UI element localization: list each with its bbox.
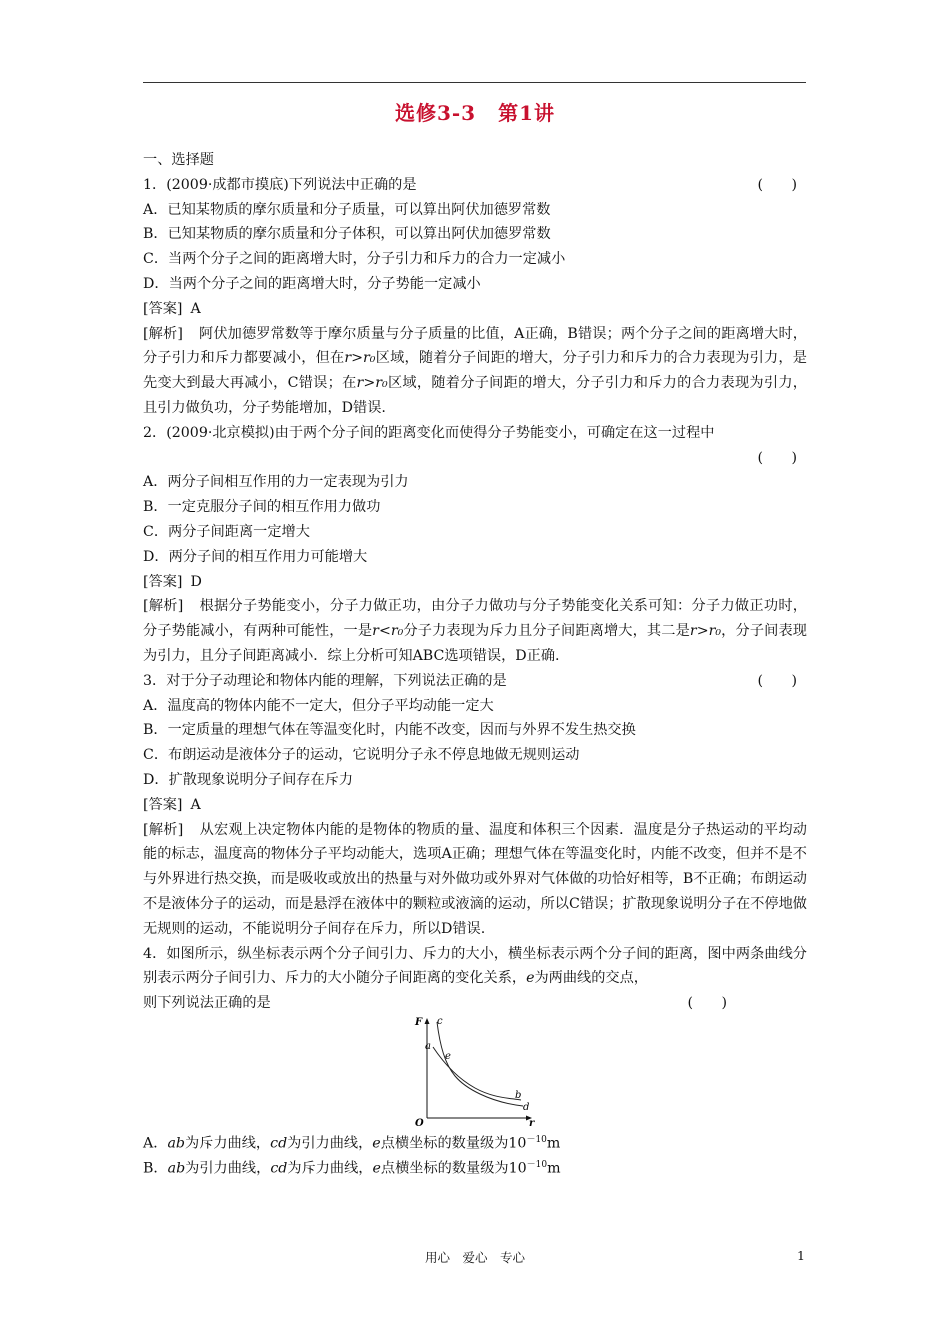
q3-stem-row — [143, 669, 807, 694]
q4-stem-e: e — [526, 970, 535, 987]
q3-answer — [143, 793, 807, 818]
q2-option-a: A．两分子间相互作用的力一定表现为引力 — [143, 474, 409, 491]
label-r: r — [529, 1117, 535, 1128]
page-title — [0, 97, 950, 126]
q2-option-c: C．两分子间距离一定增大 — [143, 523, 310, 540]
q2-analysis-label: [解析] — [143, 598, 184, 615]
q2-answer — [143, 570, 807, 595]
q2-analysis-text-c: ，分子间表现为引力，且分子间距离减小．综上分析可知ABC选项错误，D正确. — [143, 623, 807, 664]
q3-analysis-label: [解析] — [143, 821, 184, 838]
q4-b-prefix: B． — [143, 1160, 168, 1177]
q1-stem-row — [143, 173, 807, 198]
q4-answer-blank: ( ) — [687, 995, 727, 1012]
q3-option-c: C．布朗运动是液体分子的运动，它说明分子永不停息地做无规则运动 — [143, 747, 580, 764]
q4-a-tail: 点横坐标的数量级为10 — [380, 1135, 527, 1152]
q2-analysis-text-b: 分子力表现为斥力且分子间距离增大，其二是 — [403, 623, 690, 640]
q4-stem-text-b: 为两曲线的交点， — [534, 970, 648, 987]
label-c: c — [437, 1015, 443, 1027]
q1-analysis-text-b: 区域，随着分子间距的增大，分子引力和斥力的合力表现为引力，是先变大到最大再减小，C错误；在 — [143, 350, 807, 392]
q1-option-b: B．已知某物质的摩尔质量和分子体积，可以算出阿伏加德罗常数 — [143, 226, 551, 243]
q2-option-d: D．两分子间的相互作用力可能增大 — [143, 548, 368, 565]
force-curve-diagram — [409, 1016, 549, 1128]
q3-option-a: A．温度高的物体内能不一定大，但分子平均动能一定大 — [143, 697, 494, 714]
q3-answer-blank: ( ) — [757, 672, 797, 689]
q3-analysis — [143, 818, 807, 942]
q4-stem-row — [143, 991, 807, 1016]
q4-a-cd: cd — [270, 1135, 288, 1152]
q2-analysis-text-a: 根据分子势能变小，分子力做正功，由分子力做功与分子势能变化关系可知：分子力做正功时，分子势能减小，有两种可能性，一是 — [143, 598, 807, 640]
q1-option-c: C．当两个分子之间的距离增大时，分子引力和斥力的合力一定减小 — [143, 251, 566, 268]
label-a: a — [425, 1040, 431, 1052]
label-b: b — [515, 1089, 522, 1101]
q2-math-r-lt-r0: r<r₀ — [372, 623, 404, 640]
q4-b-tail: 点横坐标的数量级为10 — [380, 1160, 527, 1177]
q1-math-r-gt-r0: r>r₀ — [344, 350, 376, 367]
section-heading: 一、选择题 — [143, 152, 214, 168]
q3-stem: 3．对于分子动理论和物体内能的理解，下列说法正确的是 — [143, 672, 507, 689]
q4-a-mid1: 为斥力曲线， — [184, 1135, 271, 1152]
q4-a-ab: ab — [167, 1135, 185, 1152]
q1-analysis-text-c: 区域，随着分子间距的增大，分子引力和斥力的合力表现为引力，且引力做负功，分子势能增加，D错误. — [143, 375, 807, 416]
q4-a-e: e — [372, 1135, 381, 1152]
q1-stem: 1．(2009·成都市摸底)下列说法中正确的是 — [143, 176, 417, 193]
q4-a-prefix: A． — [143, 1135, 168, 1152]
q4-b-unit: m — [547, 1160, 561, 1177]
q2-paren-row — [143, 446, 807, 471]
q3-analysis-text: 从宏观上决定物体内能的是物体的物质的量、温度和体积三个因素．温度是分子热运动的平均动能的标志，温度高的物体分子平均动能大，选项A正确；理想气体在等温变化时，内能不改变，但并不是不与外界进行热交换，而是吸收或放出的热量与对外做功或外界对气体做的功恰好相等，B不正确；布朗运动不是液体分子的运动，而是悬浮在液体中的颗粒或液滴的运动，所以C错误；扩散现象说明分子在不停地做无规则的运动，不能说明分子间存在斥力，所以D错误. — [143, 821, 807, 937]
force-distance-figure — [143, 1016, 807, 1128]
q2-answer-label: [答案] — [143, 573, 183, 590]
document-body — [143, 148, 807, 1177]
q4-a-unit: m — [546, 1135, 561, 1152]
q2-math-r-gt-r0: r>r₀ — [689, 623, 722, 640]
q3-answer-label: [答案] — [143, 796, 183, 813]
title-left: 选修3-3 — [394, 101, 477, 125]
q1-answer-value: A — [190, 300, 201, 317]
label-F: F — [415, 1016, 423, 1028]
q4-b-exp: －10 — [526, 1159, 548, 1170]
q2-answer-value: D — [190, 573, 202, 590]
q4-a-exp: －10 — [526, 1134, 547, 1145]
q2-analysis — [143, 594, 807, 668]
q2-stem: 2．(2009·北京模拟)由于两个分子间的距离变化而使得分子势能变小，可确定在这一过程中 — [143, 424, 715, 441]
q1-answer — [143, 297, 807, 322]
q1-analysis — [143, 322, 807, 421]
q3-answer-value: A — [190, 796, 201, 813]
q1-answer-label: [答案] — [143, 300, 183, 317]
q4-stem-tail: 则下列说法正确的是 — [143, 995, 271, 1012]
q4-stem-text-a: 4．如图所示，纵坐标表示两个分子间引力、斥力的大小，横坐标表示两个分子间的距离，图中两条曲线分别表示两分子间引力、斥力的大小随分子间距离的变化关系， — [143, 945, 807, 987]
q2-option-b: B．一定克服分子间的相互作用力做功 — [143, 499, 381, 516]
label-e: e — [445, 1050, 451, 1062]
q2-answer-blank: ( ) — [757, 449, 797, 466]
q4-b-e: e — [372, 1160, 381, 1177]
q1-analysis-label: [解析] — [143, 325, 183, 342]
y-axis-arrow — [425, 1018, 430, 1024]
q3-option-b: B．一定质量的理想气体在等温变化时，内能不改变，因而与外界不发生热交换 — [143, 722, 636, 739]
curve-cd — [437, 1022, 523, 1106]
q1-option-a: A．已知某物质的摩尔质量和分子质量，可以算出阿伏加德罗常数 — [143, 201, 551, 218]
title-right: 第1讲 — [498, 101, 556, 125]
q1-option-d: D．当两个分子之间的距离增大时，分子势能一定减小 — [143, 275, 481, 292]
label-d: d — [523, 1101, 530, 1113]
q3-option-d: D．扩散现象说明分子间存在斥力 — [143, 771, 354, 788]
label-O: O — [415, 1117, 424, 1128]
q4-b-mid2: 为斥力曲线， — [287, 1160, 373, 1177]
q1-analysis-text-a: 阿伏加德罗常数等于摩尔质量与分子质量的比值，A正确，B错误；两个分子之间的距离增大时，分子引力和斥力都要减小，但在 — [143, 325, 807, 367]
q4-a-mid2: 为引力曲线， — [287, 1135, 373, 1152]
q4-option-a — [143, 1128, 807, 1153]
page-number: 1 — [797, 1248, 805, 1263]
q4-b-ab: ab — [167, 1160, 186, 1177]
q4-b-cd: cd — [270, 1160, 288, 1177]
q4-option-b — [143, 1153, 807, 1178]
q1-math-r-gt-r0-2: r>r₀ — [356, 375, 388, 392]
q4-b-mid1: 为引力曲线， — [185, 1160, 271, 1177]
q4-stem — [143, 942, 807, 992]
header-rule — [143, 82, 806, 83]
footer-motto: 用心 爱心 专心 — [424, 1250, 525, 1265]
q1-answer-blank: ( ) — [757, 176, 797, 193]
